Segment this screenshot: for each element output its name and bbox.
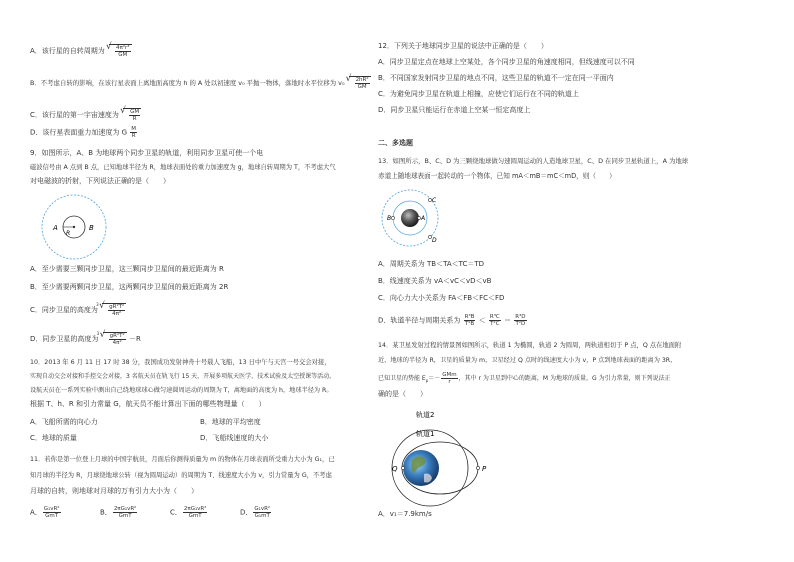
formula-denominator: 4π² <box>112 311 122 317</box>
earth-center-dot <box>73 226 75 228</box>
q9-option-c-text: C．同步卫星的高度为 <box>30 306 98 314</box>
point-q-label: Q <box>392 465 398 473</box>
formula-denominator: GmT <box>118 513 132 519</box>
formula-numerator: R³D <box>515 314 526 320</box>
q13-option-d <box>378 314 528 327</box>
equals-sign: ＝ <box>504 316 512 325</box>
formula-numerator: √ GM <box>130 109 140 115</box>
q10-option-a: A．飞船所需的向心力 <box>30 418 98 426</box>
q14-stem-line4: 确的是（ ） <box>378 390 427 398</box>
orbit-1-label: 轨道1 <box>416 430 435 438</box>
q9-stem-line2: 磁波信号由 A 点到 B 点，已知地球半径为 R，地球表面处的重力加速度为 g，地球自转周期为 T，不考虑大气 <box>30 164 336 171</box>
q8-option-c-text: C．该行星的第一宇宙速度为 <box>30 111 119 119</box>
q14-stem-line2: 近，地球的半径为 R，卫星的质量为 m，卫星经过 Q 点时的线速度大小为 v，P 点到地球表面的距离为 3R， <box>378 357 677 364</box>
formula-denominator: r <box>448 379 451 385</box>
q14-energy-label: 已知卫星的势能 E <box>378 375 426 382</box>
section-multiple-choice-heading: 二、多选题 <box>378 139 413 147</box>
q11-option-b <box>100 506 138 519</box>
formula-numerator: gR²T² <box>109 333 125 339</box>
q12-option-c: C．为避免同步卫星在轨道上相撞，应使它们运行在不同的轨道上 <box>378 90 579 98</box>
q9-option-d <box>30 332 141 346</box>
point-a-label: A <box>421 215 426 222</box>
q9-option-a: A．至少需要三颗同步卫星，这三颗同步卫星间的最近距离为 R <box>30 265 224 273</box>
formula-numerator: 2πG₁vR² <box>113 506 137 512</box>
orbit-2-label: 轨道2 <box>416 411 435 419</box>
formula-denominator: T²B <box>464 321 475 327</box>
q10-option-c: C．地球的质量 <box>30 434 77 442</box>
formula-numerator: √ 4π²r³ <box>116 45 130 51</box>
q9-orbit-figure <box>36 193 112 261</box>
point-d-label: D <box>432 237 437 244</box>
q13-option-d-text: D．轨道半径与周期关系为 <box>378 316 461 325</box>
q10-stem-line2: 实现自动交会对接和手控交会对接，3 名航天员在轨飞行 15 天，开展多项航天医学、技术试验及太空授课等活动。 <box>30 373 336 380</box>
formula-denominator: R <box>131 133 136 139</box>
q11-stem-line1: 11．若你是第一位登上月球的中国宇航员，月面后你测得质量为 m 的物体在月球表面所受重力大小为 G₁，已 <box>30 456 335 463</box>
formula-denominator: GmT <box>45 513 59 519</box>
formula-numerator: R³C <box>489 314 500 320</box>
q9-stem-line1: 9．如图所示，A、B 为地球两个同步卫星的轨道，利用同步卫星可使一个电 <box>30 149 264 157</box>
q11-stem-line3: 月球的自转，则地球对月球的万有引力大小为（ ） <box>30 487 198 495</box>
q8-option-a-formula <box>109 44 131 58</box>
formula-numerator: √ 2hR² <box>355 77 369 83</box>
left-column <box>30 0 400 562</box>
q8-option-a <box>30 44 132 58</box>
q11-option-d <box>240 506 272 519</box>
point-c-label: C <box>432 197 437 204</box>
q8-option-b <box>30 76 371 90</box>
formula-denominator: GM <box>118 52 128 58</box>
q14-stem-line3-rest: ，其中 r 为卫星到中心的距离，M 为地球的质量，G 为引力常量，则下列说法正 <box>458 375 671 382</box>
less-than-sign: ＜ <box>478 316 486 325</box>
formula-denominator: G₁mT <box>254 513 270 519</box>
q13-stem-line1: 13．如图所示，B、C、D 为三颗绕地球做匀速圆周运动的人造地球卫星，C、D 在同步卫星轨道上，A 为地球 <box>378 157 689 165</box>
q8-option-c-formula <box>123 108 141 122</box>
formula-denominator: 4π² <box>112 340 122 346</box>
point-q-dot <box>401 466 404 469</box>
formula-numerator: GMm <box>442 372 457 378</box>
q11-option-c-label: C． <box>170 508 182 517</box>
q14-stem-line1: 14．某卫星发射过程的情景图如图所示，轨道 1 为椭圆，轨道 2 为圆周，两轨道相切于 P 点，Q 点在地面附 <box>378 342 682 349</box>
q9-option-d-formula: √ 3 $\frac{\text{gR²T²}}{\text{4π²}}$ <box>103 332 127 346</box>
q14-stem-line3 <box>378 372 671 385</box>
q8-option-d <box>30 126 138 139</box>
q11-option-a-label: A． <box>30 508 42 517</box>
q10-stem-line3: 设航天员在一系列实验中测出自己绕地球球心做匀速圆周运动的周期为 T，离地面的高度为 h，地球半径为 R。 <box>30 387 333 394</box>
q14-option-a: A．v₁＝7.9km/s <box>378 510 432 518</box>
q8-option-a-text: A．该行星的自转周期为 <box>30 47 105 55</box>
q10-stem-line4: 根据 T、h、R 和引力常量 G，航天员不能计算出下面的哪些物理量（ ） <box>30 400 266 408</box>
formula-numerator: 2πG₁vR² <box>183 506 207 512</box>
q12-option-d: D．同步卫星只能运行在赤道上空某一恒定高度上 <box>378 106 531 114</box>
satellite-b-dot <box>391 216 394 219</box>
radius-label: R <box>66 230 71 237</box>
object-a-dot <box>418 217 421 220</box>
q8-option-b-text: B．不考虑自转的影响，在该行星表面上离地面高度为 h 的 A 处以初速度 v₀ 平抛一物体，落地时水平位移为 v₀ <box>30 79 345 87</box>
formula-numerator: G₁vR² <box>43 506 60 512</box>
q13-option-b: B．线速度关系为 vA＜vC＜vD＜vB <box>378 277 492 285</box>
q10-stem-line1: 10．2013 年 6 月 11 日 17 时 38 分，我国成功发射神舟十号载人飞船，13 日中午与天宫一号交会对接， <box>30 359 331 366</box>
formula-numerator: R³B <box>464 314 475 320</box>
q8-option-d-text: D．该行星表面重力加速度为 G <box>30 128 128 137</box>
q11-option-a <box>30 506 62 519</box>
formula-denominator: GM <box>357 84 367 90</box>
formula-denominator: GmT <box>188 513 202 519</box>
q12-stem: 12．下列关于地球同步卫星的说法中正确的是（ ） <box>378 42 548 50</box>
point-p-label: P <box>482 465 487 473</box>
q9-option-b: B．至少需要两颗同步卫星，这两颗同步卫星间的最近距离为 2R <box>30 283 229 291</box>
formula-numerator: G₁vR² <box>254 506 271 512</box>
q13-option-a: A．周期关系为 TB＜TA＜TC＝TD <box>378 260 485 268</box>
formula-denominator: T²C <box>490 321 500 327</box>
formula-denominator: R <box>132 116 137 122</box>
q14-orbit-figure <box>378 404 498 510</box>
q13-stem-line2: 赤道上随地球表面一起转动的一个物体，已知 mA＜mB＝mC＜mD，则（ ） <box>378 172 616 180</box>
q9-option-c <box>30 303 126 317</box>
q10-option-d: D．飞船线速度的大小 <box>200 434 269 442</box>
q10-option-b: B．地球的平均密度 <box>200 418 261 426</box>
q13-option-c: C．向心力大小关系为 FA＜FB＜FC＜FD <box>378 294 505 302</box>
q8-option-d-formula <box>130 126 137 139</box>
q8-option-c <box>30 108 141 122</box>
point-b-label: B <box>387 215 392 222</box>
q14-equals-minus: ＝－ <box>428 375 441 382</box>
point-p-dot <box>476 466 479 469</box>
earth-globe <box>403 450 439 486</box>
q11-option-c <box>170 506 208 519</box>
q12-option-b: B．不同国家发射同步卫星的地点不同，这些卫星的轨道不一定在同一平面内 <box>378 74 614 82</box>
q11-stem-line2: 知月球的半径为 R，月球绕地球公转（视为圆周运动）的周期为 T、线速度大小为 v，引力常量为 G，不考虑 <box>30 472 332 479</box>
q9-option-c-formula: √ 3 $\frac{\text{gR²T²}}{\text{4π²}}$ <box>102 303 126 317</box>
q8-option-b-formula <box>349 76 371 90</box>
q12-option-a: A．同步卫星定点在地球上空某处，各个同步卫星的角速度相同，但线速度可以不同 <box>378 58 635 66</box>
formula-numerator: M <box>131 126 137 132</box>
formula-denominator: T²D <box>515 321 526 327</box>
formula-numerator: gR²T² <box>109 304 125 310</box>
q13-orbit-figure <box>378 186 454 252</box>
q11-option-d-label: D． <box>240 508 253 517</box>
q9-option-d-tail: －R <box>128 335 141 343</box>
point-a-label: A <box>53 224 58 232</box>
earth-sphere <box>401 209 419 227</box>
q14-energy-subscript: p <box>425 378 429 384</box>
right-column <box>378 0 748 562</box>
q9-stem-line3: 对电磁波的折射，下列说法正确的是（ ） <box>30 177 170 185</box>
q9-option-d-text: D．同步卫星的高度为 <box>30 335 99 343</box>
q11-option-b-label: B． <box>100 508 112 517</box>
point-b-label: B <box>89 224 94 232</box>
